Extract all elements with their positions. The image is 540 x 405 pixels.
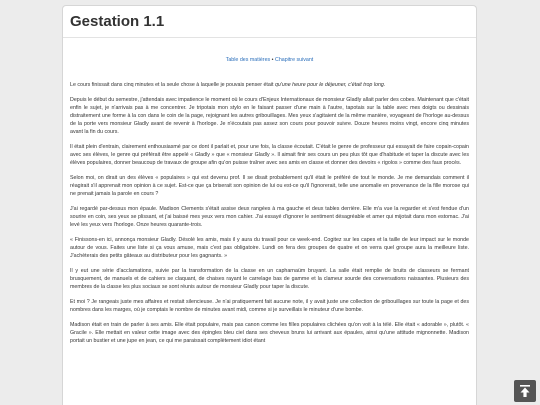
- paragraph: Madison était en train de parler à ses amis. Elle était populaire, mais pas canon comme les filles populaires clichées qu'on voit à la télé. Elle était « adorable », plutôt. « Gracile ». Elle mettait en valeur cette image avec des épingles bleu ciel dans ses cheveux bruns lui arrivant aux épaules, ainsi qu'une attitude mignonnette. Madison portait un bustier et une jupe en jean, ce qui me paraissait complètement idiot étant: [70, 322, 469, 344]
- scroll-to-top-button[interactable]: [514, 380, 536, 402]
- next-chapter-link[interactable]: Chapitre suivant: [275, 57, 314, 63]
- paragraph: Il était plein d'entrain, clairement enthousiasmé par ce dont il parlait et, pour une fois, la classe écoutait. C'était le genre de professeur qui essayait de faire copain-copain avec ses élèves, le genre qui préférait être appelé « Gladly » que « monsieur Gladly ». Il aimait finir ses cours un peu plus tôt que d'habitude et taper la discute avec les élèves populaires, donner beaucoup de travaux de groupe afin qu'on puisse traîner avec ses amis en classe et donner des devoirs « rigolos » comme des faux procès.: [70, 143, 469, 166]
- paragraph: « Finissons-en ici, annonça monsieur Gladly. Désolé les amis, mais il y aura du travail pour ce week-end. Cogitez sur les capes et la taille de leur impact sur le monde autour de vous. Faites une liste si ça vous amuse, mais c'est pas obligatoire. Lundi on fera des groupes de quatre et on verra quel groupe aura la meilleure liste. J'achèterais des petits gâteaux au distributeur pour les gagnants. »: [70, 236, 469, 259]
- chapter-card: [62, 5, 477, 405]
- nav-separator: •: [271, 57, 274, 63]
- paragraph: J'ai regardé par-dessus mon épaule. Madison Clements s'était assise deux rangées à ma gauche et deux tables derrière. Elle m'a vue la regarder et s'est fendue d'un sourire en coin, ses yeux se plissant, et j'ai baissé mes yeux vers mon cahier. J'ai essayé d'ignorer le sentiment désagréable et amer qui mijotait dans mon estomac. J'ai levé les yeux vers l'horloge. Onze heures quarante-trois.: [70, 205, 469, 228]
- paragraph: Selon moi, on dirait un des élèves « populaires » qui est devenu prof. Il se disait probablement qu'il était le préféré de tout le monde. Je me demandais comment il réagirait s'il apprenait mon opinion à ce sujet. Est-ce que ça briserait son opinion de lui ou est-ce qu'il l'ignorerait, telle une anomalie en provenance de la fille morose qui ne prenait jamais la parole en cours ?: [70, 174, 469, 197]
- paragraph: Et moi ? Je rangeais juste mes affaires et restait silencieuse. Je n'ai pratiquement fait aucune note, il y avait juste une collection de gribouillages sur toute la page et des nombres dans les marges, où je comptais le nombre de minutes avant midi, comme si je surveillais le minuteur d'une bombe.: [70, 298, 469, 313]
- paragraph: Il y eut une série d'acclamations, suivie par la transformation de la classe en un capharnaüm bruyant. La salle était remplie de bruits de classeurs se fermant brusquement, de manuels et de cahiers se claquant, de chaises rayant le carrelage bas de gamme et la clameur sourde des conversations naissantes. Plusieurs des membres de la classe les plus sociaux se sont réunis autour de monsieur Gladly pour taper la discute.: [70, 267, 469, 290]
- paragraph: Le cours finissait dans cinq minutes et la seule chose à laquelle je pouvais penser était qu'une heure pour le déjeuner, c'était trop long.: [70, 82, 386, 88]
- toc-link[interactable]: Table des matières: [225, 57, 271, 63]
- chapter-nav: [63, 57, 476, 64]
- page-title: Gestation 1.1: [63, 6, 476, 38]
- chapter-content: [63, 82, 476, 345]
- arrow-up-to-top-icon: [518, 384, 532, 398]
- paragraph: Depuis le début du semestre, j'attendais avec impatience le moment où le cours d'Enjeux Internationaux de monsieur Gladly allait parler des cobes. Maintenant que c'était enfin le sujet, je n'arrivais pas à me concentrer. Je tripotais mon stylo en le faisant passer d'une main à l'autre, tapotais sur la table avec mes doigts ou dessinais distraitement une forme à la con dans le coin de la page, rejoignant les autres gribouillages. Mes yeux s'agitaient de la même manière, voyageant de l'horloge au-dessus de la porte vers monsieur Gladly avant de revenir à l'horloge. Je n'écoutais pas assez son cours pour pouvoir suivre. Douze heures moins vingt, encore cinq minutes avant la fin du cours.: [70, 97, 469, 135]
